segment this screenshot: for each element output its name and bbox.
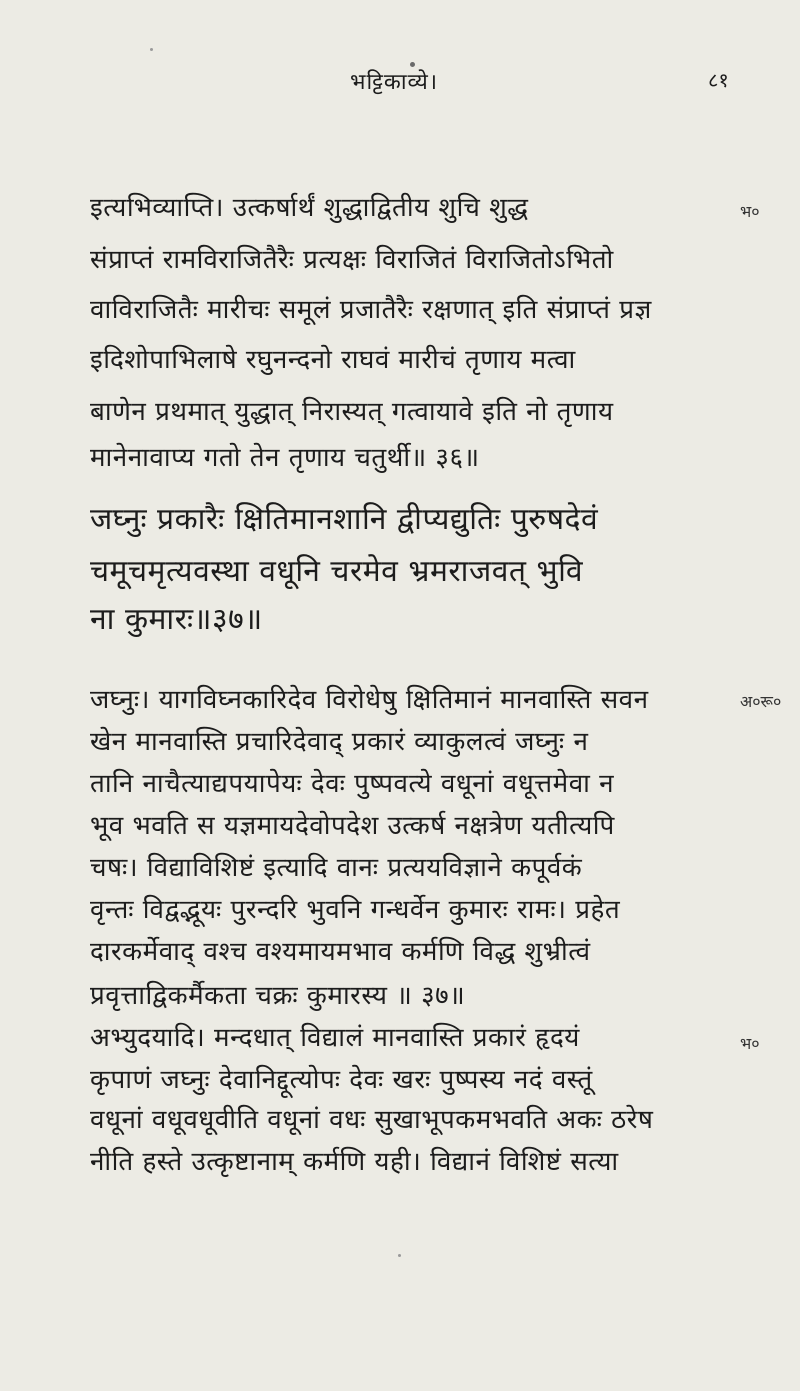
commentary-line: इदिशोपाभिलाषे रघुनन्दनो राघवं मारीचं तृणाय मत्वा: [90, 345, 576, 375]
margin-note: अ०रू०: [740, 692, 782, 711]
paper-speck: [398, 1254, 401, 1257]
commentary-line: वाविराजितैः मारीचः समूलं प्रजातैरैः रक्षणात् इति संप्राप्तं प्रज्ञ: [90, 295, 652, 325]
commentary-line: वृन्तः विद्वद्भूयः पुरन्दरि भुवनि गन्धर्वेन कुमारः रामः। प्रहेत: [90, 895, 621, 925]
commentary-line: भूव भवति स यज्ञमायदेवोपदेश उत्कर्ष नक्षत्रेण यतीत्यपि: [90, 811, 615, 841]
verse-line: चमूचमृत्यवस्था वधूनि चरमेव भ्रमराजवत् भुवि: [90, 554, 584, 589]
commentary-line: कृपाणं जघ्नुः देवानिद्दूत्योपः देवः खरः पुष्पस्य नदं वस्तूं: [90, 1065, 593, 1095]
commentary-line: तानि नाचैत्याद्यपयापेयः देवः पुष्पवत्ये वधूनां वधूत्तमेवा न: [90, 769, 615, 799]
commentary-line: अभ्युदयादि। मन्दधात् विद्यालं मानवास्ति प्रकारं हृदयं: [90, 1023, 580, 1053]
commentary-line: प्रवृत्ताद्विकर्मैकता चक्रः कुमारस्य ॥ ३७॥: [90, 981, 466, 1011]
commentary-line: संप्राप्तं रामविराजितैरैः प्रत्यक्षः विराजितं विराजितोऽभितो: [90, 245, 614, 275]
paper-speck: [150, 48, 153, 51]
verse-line: जघ्नुः प्रकारैः क्षितिमानशानि द्वीप्यद्युतिः पुरुषदेवं: [90, 502, 599, 537]
commentary-line: मानेनावाप्य गतो तेन तृणाय चतुर्थी॥ ३६॥: [90, 443, 480, 473]
commentary-line: बाणेन प्रथमात् युद्धात् निरास्यत् गत्वायावे इति नो तृणाय: [90, 397, 614, 427]
commentary-line: दारकर्मेवाद् वश्च वश्यमायमभाव कर्मणि विद्ध शुभ्रीत्वं: [90, 937, 591, 967]
margin-note: भ०: [740, 202, 760, 221]
commentary-line: खेन मानवास्ति प्रचारिदेवाद् प्रकारं व्याकुलत्वं जघ्नुः न: [90, 727, 589, 757]
commentary-line: चषः। विद्याविशिष्टं इत्यादि वानः प्रत्ययविज्ञाने कपूर्वकं: [90, 853, 583, 883]
commentary-line: जघ्नुः। यागविघ्नकारिदेव विरोधेषु क्षितिमानं मानवास्ति सवन: [90, 685, 649, 715]
paper-speck: [410, 62, 415, 67]
page-number: ८१: [708, 68, 729, 92]
commentary-line: इत्यभिव्याप्ति। उत्कर्षार्थं शुद्धाद्वितीय शुचि शुद्ध: [90, 193, 529, 223]
running-header: [0, 66, 800, 106]
commentary-line: वधूनां वधूवधूवीति वधूनां वधः सुखाभूपकमभवति अकः ठरेष: [90, 1105, 654, 1135]
running-title: भट्टिकाव्ये।: [350, 70, 439, 95]
margin-note: भ०: [740, 1034, 760, 1053]
commentary-line: नीति हस्ते उत्कृष्टानाम् कर्मणि यही। विद्यानं विशिष्टं सत्या: [90, 1147, 619, 1177]
verse-line: ना कुमारः॥३७॥: [90, 602, 263, 637]
